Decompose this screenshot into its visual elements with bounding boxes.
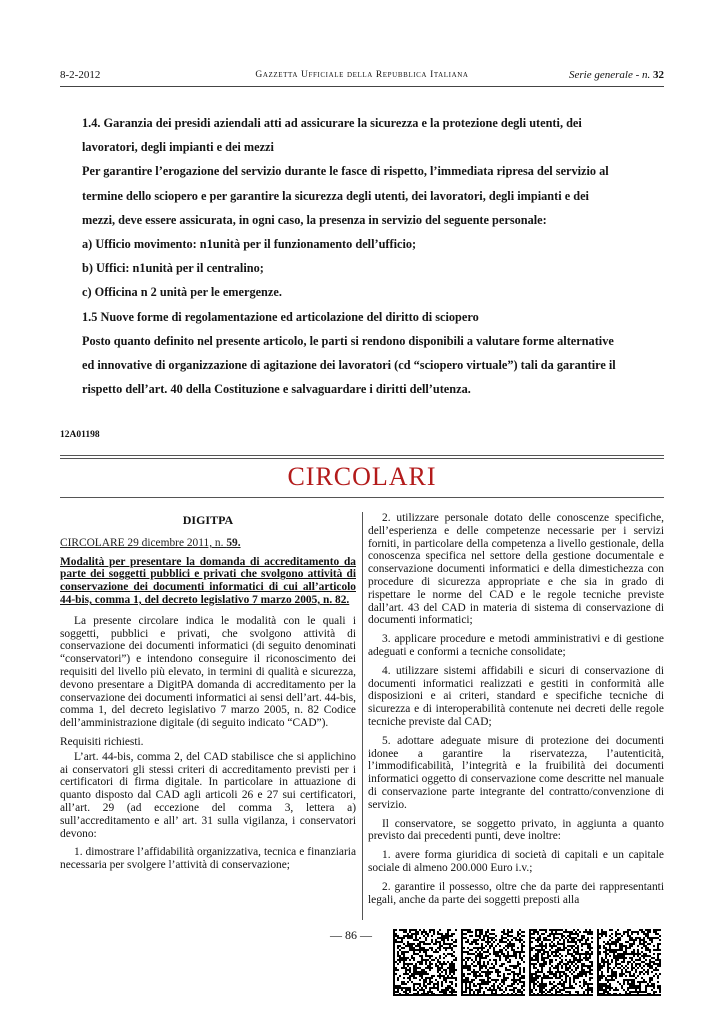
paragraph: Requisiti richiesti. xyxy=(60,735,144,748)
paragraph: 5. adottare adeguate misure di protezione dei documenti idonee a garantire la riservatezza, l’autenticità, l’immodificabilità, l’integrità e la fruibilità dei documenti informatici oggetto di conservazione come descritte nel manuale di conservazione parte integrante del contratto/convenzione di servizio. xyxy=(368,734,664,811)
circular-number: 59. xyxy=(226,536,241,549)
page-number: — 86 — xyxy=(330,928,372,942)
paragraph: 2. utilizzare personale dotato delle conoscenze specifiche, dell’esperienza e delle competenze necessarie per i servizi forniti, in particolare della competenza a livello gestionale, della conoscenza specifica nel settore della gestione documentale e conservazione documenti informatici e della dimestichezza con procedure di sicurezza appropriate e che sia in grado di rispettare le norme del CAD e le regole tecniche previste dall’art. 43 del CAD in materia di sistema di conservazione di documenti informatici; xyxy=(368,512,664,627)
section-rule xyxy=(60,455,664,456)
series-name: Serie generale xyxy=(568,69,633,81)
scan-line: Per garantire l’erogazione del servizio durante le fasce di rispetto, l’immediata ripresa del servizio al xyxy=(82,164,609,179)
section-title: CIRCOLARI xyxy=(287,462,437,491)
paragraph: 3. applicare procedure e metodi amministrativi e di gestione adeguati e conformi a tecniche consolidate; xyxy=(368,633,664,658)
scan-line: lavoratori, degli impianti e dei mezzi xyxy=(82,140,274,155)
header-divider xyxy=(60,86,664,87)
left-column xyxy=(60,512,356,878)
scanned-text-block xyxy=(82,111,662,401)
scan-line: mezzi, deve essere assicurata, in ogni caso, la presenza in servizio del seguente personale: xyxy=(82,212,547,227)
scan-line: c) Officina n 2 unità per le emergenze. xyxy=(82,285,282,300)
circular-heading xyxy=(60,537,356,550)
paragraph: 1. dimostrare l’affidabilità organizzativa, tecnica e finanziaria necessaria per svolgere l’attività di conservazione; xyxy=(60,846,356,872)
barcode-block xyxy=(393,929,457,996)
barcode-block xyxy=(461,929,525,996)
section-rule xyxy=(60,458,664,459)
circular-title: Modalità per presentare la domanda di accreditamento da parte dei soggetti pubblici e privati che svolgono attività di conservazione dei documenti informatici di cui all’articolo 44-bis, comma 1, del decreto legislativo 7 marzo 2005, n. 82. xyxy=(60,555,356,606)
column-divider xyxy=(362,512,363,920)
scan-line: 1.4. Garanzia dei presidi aziendali atti ad assicurare la sicurezza e la protezione degli utenti, dei xyxy=(82,116,582,130)
scan-line: rispetto dell’art. 40 della Costituzione e salvaguardare i diritti dell’utenza. xyxy=(82,382,471,397)
section-rule xyxy=(60,497,664,498)
right-column xyxy=(368,512,664,912)
barcode-block xyxy=(597,929,661,996)
document-code: 12A01198 xyxy=(60,430,100,440)
scan-line: ed innovative di organizzazione di agitazione dei lavoratori (cd “sciopero virtuale”) tali da garantire il xyxy=(82,357,616,372)
barcode-block xyxy=(529,929,593,996)
paragraph: 4. utilizzare sistemi affidabili e sicuri di conservazione di documenti informatici realizzati e gestiti in conformità alle disposizioni e ai criteri, standard e specifiche tecniche di sicurezza e di interoperabilità contenute nei decreti delle regole tecniche previste dal CAD; xyxy=(368,664,664,728)
paragraph: Il conservatore, se soggetto privato, in aggiunta a quanto previsto dai precedenti punti, deve inoltre: xyxy=(368,817,664,843)
scan-line: Posto quanto definito nel presente articolo, le parti si rendono disponibili a valutare forme alternative xyxy=(82,333,614,348)
scan-line: a) Ufficio movimento: n1unità per il funzionamento dell’ufficio; xyxy=(82,236,417,251)
agency-name: DIGITPA xyxy=(182,513,234,527)
paragraph: 2. garantire il possesso, oltre che da parte dei rappresentanti legali, anche da parte dei soggetti preposti alla xyxy=(368,880,664,906)
series-number-prefix: - n. xyxy=(632,69,653,81)
circular-date: CIRCOLARE 29 dicembre 2011, n. xyxy=(60,536,227,549)
scan-line: 1.5 Nuove forme di regolamentazione ed articolazione del diritto di sciopero xyxy=(82,309,479,324)
paragraph: 1. avere forma giuridica di società di capitali e un capitale sociale di almeno 200.000 Euro i.v.; xyxy=(368,849,664,874)
series-number: 32 xyxy=(653,69,664,81)
scan-line: termine dello sciopero e per garantire la sicurezza degli utenti, dei lavoratori, degli impianti e dei xyxy=(82,188,589,203)
journal-title: Gazzetta Ufficiale della Repubblica Italiana xyxy=(255,70,469,80)
series-label xyxy=(569,69,664,81)
scan-line: b) Uffici: n1unità per il centralino; xyxy=(82,261,264,276)
datamatrix-barcode xyxy=(393,929,665,996)
header-date: 8-2-2012 xyxy=(60,69,101,81)
paragraph: La presente circolare indica le modalità con le quali i soggetti, pubblici e privati, che svolgono attività di conservazione dei documenti informatici (di seguito denominati “conservatori”) e intendono conseguire il riconoscimento dei requisiti del livello più elevato, in termini di qualità e sicurezza, devono presentare a DigitPA domanda di accreditamento per la conservazione dei documenti informatici ai sensi dell’art. 44-bis, comma 1, del decreto legislativo 7 marzo 2005, n. 82 Codice dell’amministrazione digitale (di seguito indicato “CAD”). xyxy=(60,614,356,730)
paragraph: L’art. 44-bis, comma 2, del CAD stabilisce che si applichino ai conservatori gli stessi criteri di accreditamento previsti per i certificatori di firma digitale. In particolare in attuazione di quanto disposto dal CAD agli articoli 26 e 27 sui certificatori, all’art. 29 (ad eccezione del comma 3, lettera a) sull’accreditamento e all’ art. 31 sulla vigilanza, i conservatori devono: xyxy=(60,750,356,840)
